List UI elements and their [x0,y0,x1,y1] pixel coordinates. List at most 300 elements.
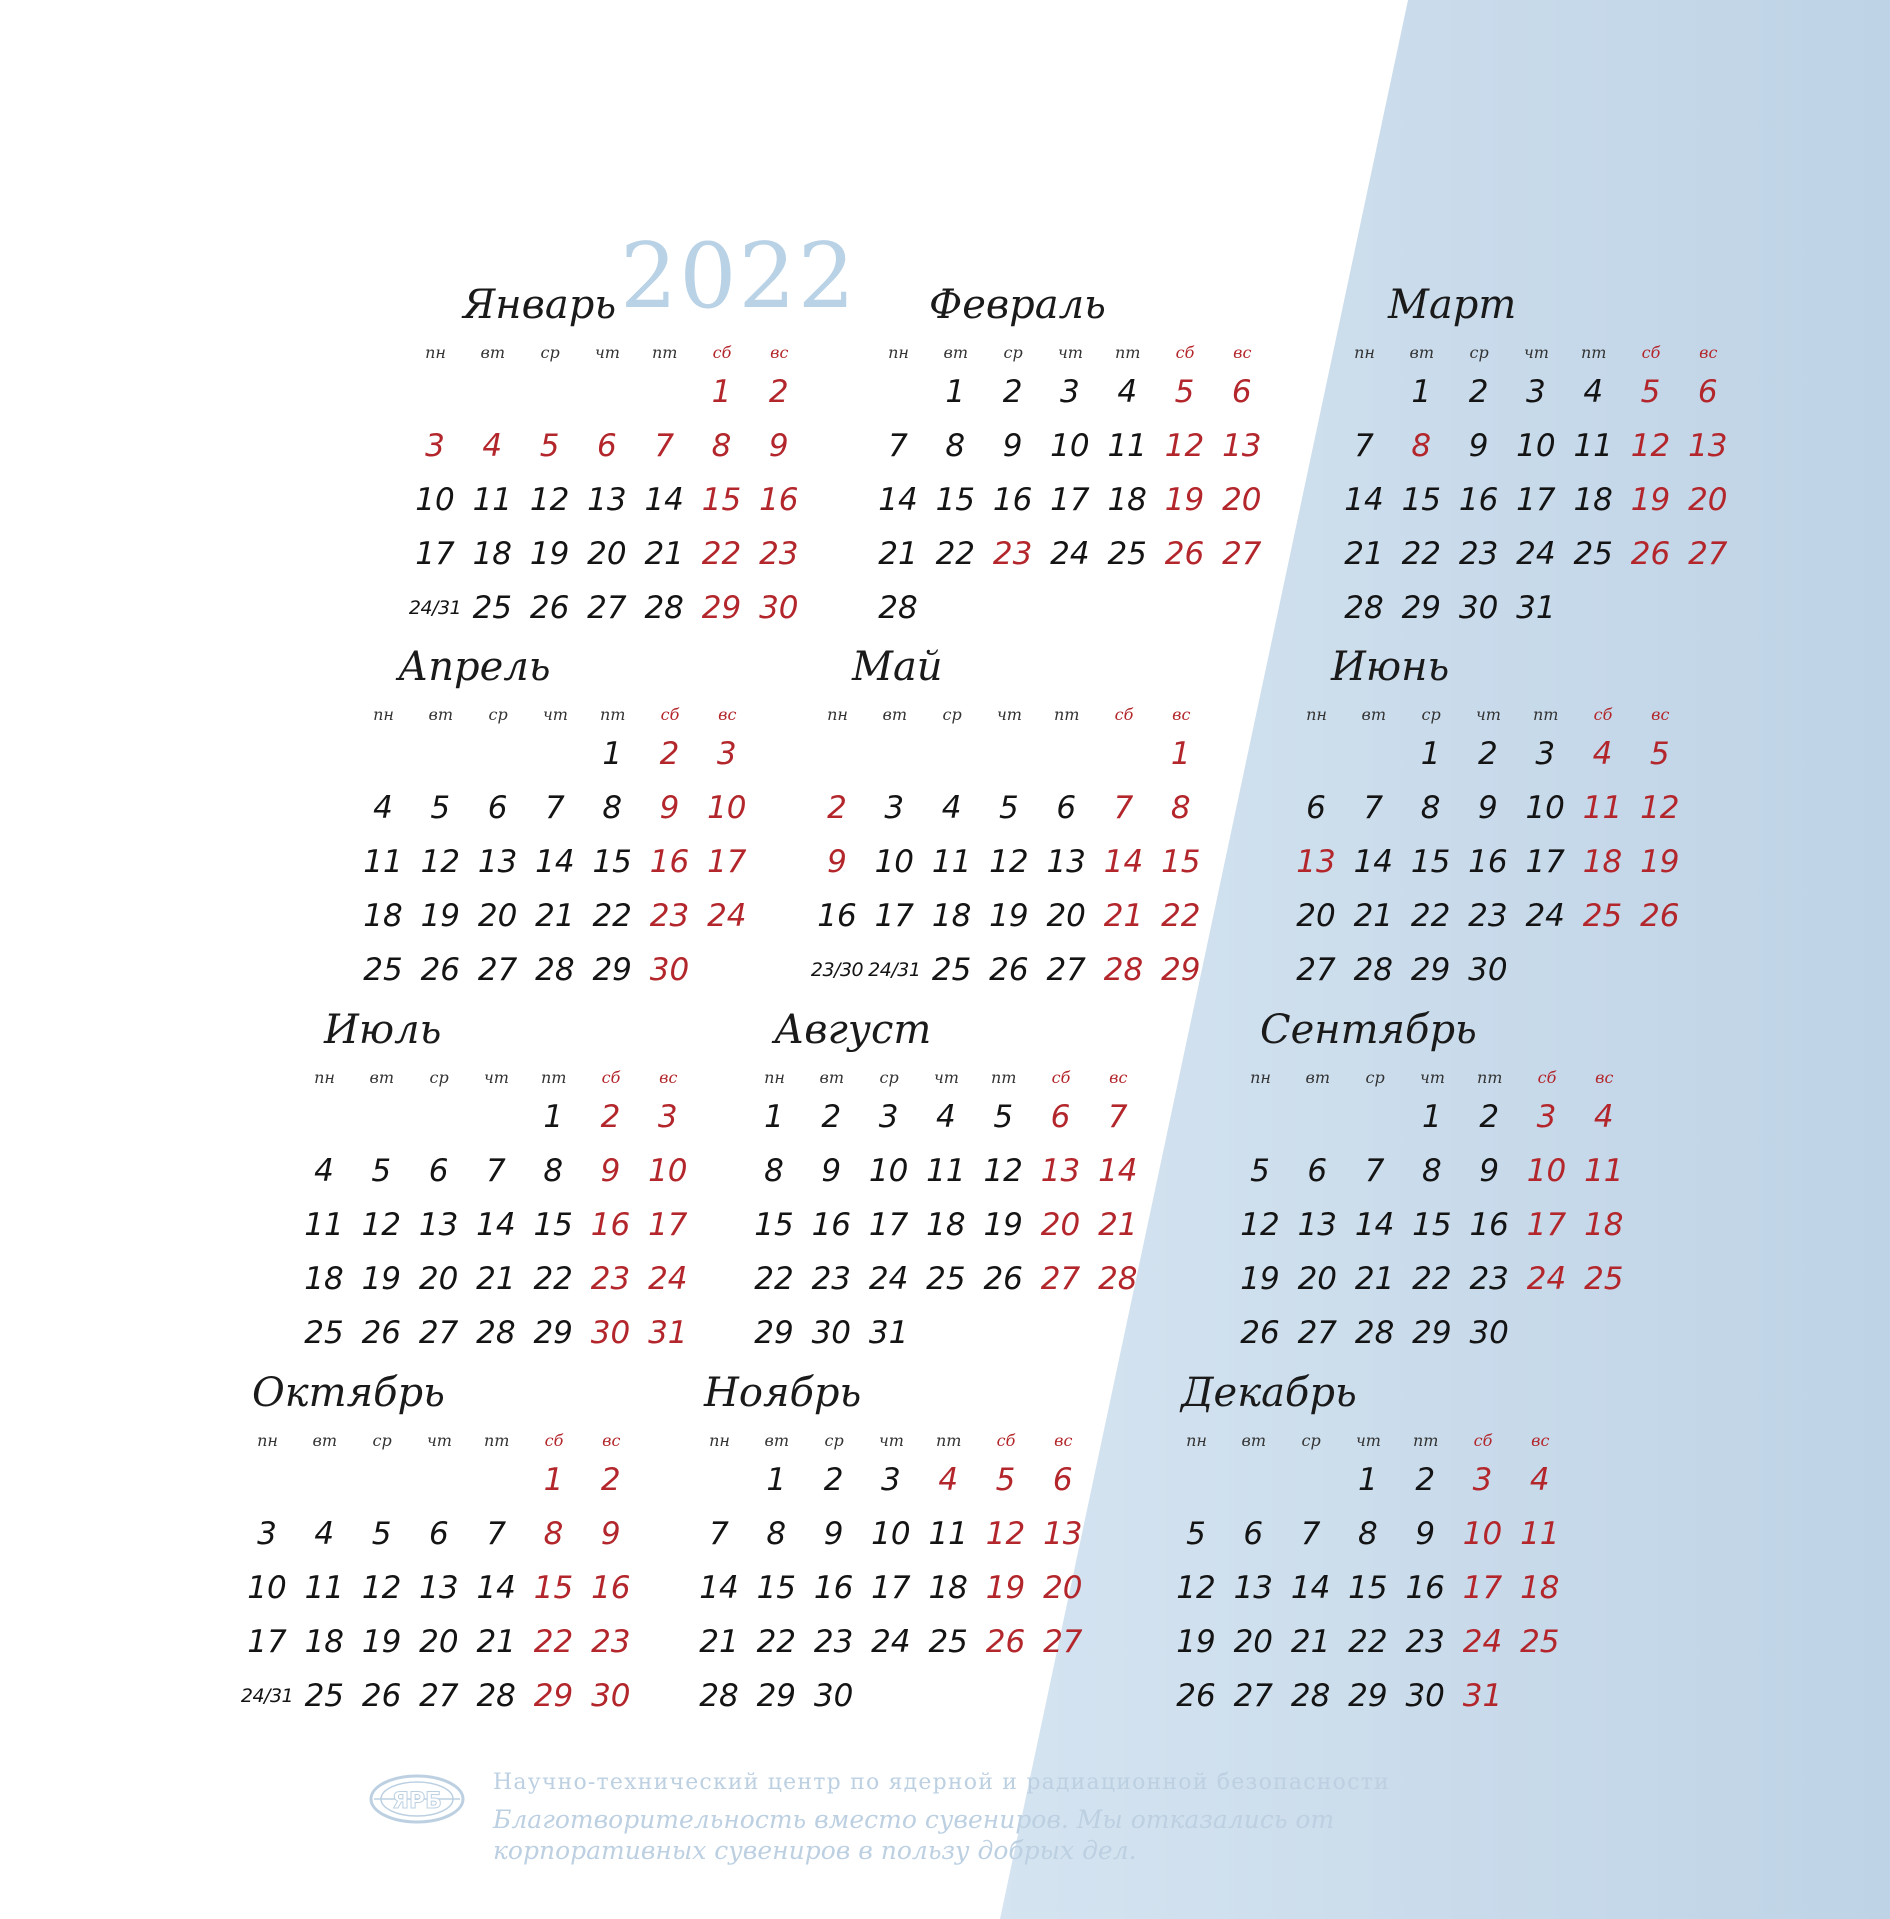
day-cell: 1 [1411,374,1432,410]
day-cell: 19 [1630,482,1671,518]
day-cell: 23 [811,1261,852,1297]
day-cell: 21 [535,898,575,934]
weekday-label: ср [824,1431,844,1450]
day-cell: 7 [1107,1099,1128,1135]
day-cell: 6 [1697,374,1718,410]
day-cell: 6 [428,1153,449,1189]
day-cell: 24 [707,898,747,934]
year-title: 2022 [620,224,858,329]
day-cell: 1 [1422,1099,1442,1135]
day-cell: 11 [1520,1516,1560,1552]
day-cell: 1 [1358,1462,1378,1498]
day-cell: 21 [878,536,918,572]
day-cell: 9 [1002,428,1023,464]
day-cell: 15 [1401,482,1442,518]
day-cell: 24 [868,1261,909,1297]
weekday-label: ср [942,705,962,724]
day-cell: 10 [707,790,747,826]
day-cell: 19 [361,1261,402,1297]
day-cell: 23 [813,1624,854,1660]
day-cell: 16 [813,1570,854,1606]
day-cell: 20 [419,1624,459,1660]
weekday-label: ср [1301,1431,1321,1450]
day-cell: 19 [1640,844,1680,880]
day-cell: 2 [768,374,789,410]
day-cell: 28 [1354,1315,1395,1351]
day-cell: 12 [1630,428,1671,464]
weekday-label: сб [712,343,732,362]
day-cell: 25 [928,1624,968,1660]
day-cell: 8 [945,428,966,464]
day-cell: 13 [587,482,627,518]
day-cell: 4 [1592,736,1613,772]
day-cell: 24 [648,1261,688,1297]
day-cell: 21 [476,1624,516,1660]
weekday-label: вс [1054,1431,1073,1450]
weekday-label: вс [1699,343,1718,362]
day-cell: 22 [533,1624,574,1660]
day-cell: 19 [1176,1624,1216,1660]
day-cell: 2 [1479,1099,1500,1135]
weekday-label: пн [425,343,446,362]
day-cell: 3 [257,1516,277,1552]
day-cell: 12 [985,1516,1026,1552]
day-cell: 27 [1297,1315,1338,1351]
day-cell: 31 [648,1315,688,1351]
day-cell: 16 [1469,1207,1509,1243]
weekday-label: пн [257,1431,278,1450]
day-cell: 26 [361,1315,402,1351]
day-cell: 10 [874,844,915,880]
day-cell: 17 [871,1570,911,1606]
day-cell: 1 [766,1462,787,1498]
day-cell: 13 [419,1570,459,1606]
day-cell: 25 [926,1261,966,1297]
weekday-label: сб [1175,343,1195,362]
day-cell: 28 [1290,1678,1331,1714]
day-cell: 10 [871,1516,911,1552]
day-cell: 7 [1364,1153,1385,1189]
day-cell: 22 [1161,898,1201,934]
weekday-label: вт [943,343,969,362]
day-cell: 14 [644,482,684,518]
day-cell: 23 [1405,1624,1445,1660]
day-cell: 19 [1164,482,1205,518]
day-cell: 2 [1478,736,1498,772]
day-cell: 18 [1573,482,1613,518]
weekday-label: вс [1233,343,1252,362]
weekday-label: вт [819,1068,845,1087]
day-cell: 18 [304,1261,344,1297]
day-cell: 21 [476,1261,516,1297]
day-cell: 27 [1296,952,1336,988]
weekday-label: вт [428,705,454,724]
weekday-label: вт [882,705,908,724]
day-cell: 10 [1516,428,1556,464]
weekday-label: чт [1057,343,1083,362]
day-cell: 28 [1103,952,1144,988]
weekday-label: пт [1476,1068,1503,1087]
day-cell: 29 [756,1678,797,1714]
day-cell: 4 [482,428,503,464]
day-cell: 24 [1526,1261,1567,1297]
day-cell: 15 [1348,1570,1388,1606]
day-cell: 30 [1468,952,1508,988]
day-cell: 11 [1107,428,1147,464]
day-cell: 27 [418,1315,459,1351]
day-cell: 6 [1231,374,1252,410]
day-cell: 17 [415,536,455,572]
weekday-label: пн [373,705,394,724]
day-cell: 16 [817,898,857,934]
day-cell: 1 [1420,736,1441,772]
day-cell: 2 [600,1099,621,1135]
day-cell: 20 [1296,898,1336,934]
day-cell: 28 [535,952,575,988]
day-cell: 22 [756,1624,797,1660]
day-cell: 27 [1222,536,1262,572]
weekday-label: сб [1051,1068,1071,1087]
weekday-label: чт [594,343,620,362]
day-cell: 16 [1405,1570,1445,1606]
day-cell: 4 [938,1462,959,1498]
day-cell: 13 [1046,844,1086,880]
day-cell: 25 [304,1678,345,1714]
day-cell: 7 [545,790,565,826]
day-cell: 18 [928,1570,968,1606]
day-cell: 24 [1516,536,1556,572]
weekday-label: пн [314,1068,335,1087]
day-cell: 7 [486,1153,506,1189]
day-cell: 6 [1306,790,1326,826]
weekday-label: вт [1361,705,1387,724]
day-cell: 14 [1098,1153,1138,1189]
day-cell: 13 [477,844,518,880]
weekday-label: вт [764,1431,790,1450]
day-cell: 6 [597,428,617,464]
day-cell: 26 [420,952,461,988]
day-cell: 15 [1412,1207,1452,1243]
day-cell: 2 [659,736,680,772]
day-cell: 9 [768,428,789,464]
weekday-label: пн [709,1431,730,1450]
day-cell: 18 [1520,1570,1560,1606]
day-cell: 10 [648,1153,688,1189]
day-cell: 12 [1240,1207,1280,1243]
day-cell: 26 [1640,898,1680,934]
weekday-label: ср [1421,705,1441,724]
day-cell: 22 [701,536,742,572]
day-cell: 1 [543,1099,564,1135]
month-name: Март [1388,282,1517,328]
day-cell: 30 [811,1315,852,1351]
weekday-label: ср [1365,1068,1385,1087]
weekday-label: пт [1114,343,1141,362]
day-cell: 23 [649,898,690,934]
weekday-label: ср [429,1068,449,1087]
day-cell: 15 [1161,844,1201,880]
day-cell: 5 [371,1516,392,1552]
day-cell: 26 [1630,536,1671,572]
day-cell: 19 [989,898,1029,934]
day-cell: 10 [868,1153,909,1189]
day-cell: 12 [1164,428,1205,464]
day-cell: 19 [1240,1261,1280,1297]
day-cell: 6 [1056,790,1077,826]
day-cell: 17 [1526,1207,1567,1243]
day-cell: 29 [754,1315,794,1351]
day-cell: 12 [989,844,1029,880]
day-cell: 29 [592,952,632,988]
weekday-label: ср [540,343,560,362]
day-cell: 16 [1458,482,1499,518]
day-cell: 2 [1002,374,1023,410]
day-cell: 1 [602,736,623,772]
day-cell: 22 [1412,1261,1452,1297]
day-cell: 15 [701,482,742,518]
weekday-label: чт [878,1431,904,1450]
weekday-label: сб [1473,1431,1493,1450]
day-cell: 25 [472,590,513,626]
day-cell: 5 [993,1099,1014,1135]
weekday-label: пн [1186,1431,1207,1450]
day-cell: 14 [1103,844,1144,880]
day-cell: 4 [1117,374,1138,410]
day-cell: 6 [487,790,508,826]
weekday-label: сб [996,1431,1016,1450]
weekday-label: ср [488,705,508,724]
weekday-label: вт [1409,343,1435,362]
day-cell: 10 [415,482,455,518]
weekday-label: пн [888,343,909,362]
day-cell: 24/31 [408,597,462,619]
day-cell: 9 [659,790,680,826]
day-cell: 29 [1412,1315,1452,1351]
day-cell: 27 [1233,1678,1274,1714]
day-cell: 25 [1584,1261,1624,1297]
weekday-label: вс [1109,1068,1128,1087]
day-cell: 19 [420,898,461,934]
weekday-label: вс [1172,705,1191,724]
day-cell: 4 [314,1153,334,1189]
day-cell: 7 [709,1516,729,1552]
day-cell: 14 [878,482,918,518]
day-cell: 13 [1040,1153,1081,1189]
weekday-label: чт [933,1068,959,1087]
day-cell: 26 [361,1678,402,1714]
day-cell: 5 [1640,374,1661,410]
day-cell: 9 [827,844,847,880]
day-cell: 1 [711,374,732,410]
day-cell: 7 [654,428,675,464]
month-name: Сентябрь [1260,1007,1477,1053]
day-cell: 8 [1411,428,1432,464]
weekday-label: вт [480,343,506,362]
day-cell: 2 [827,790,847,826]
weekday-label: вс [1595,1068,1614,1087]
day-cell: 9 [1479,1153,1500,1189]
day-cell: 15 [935,482,976,518]
day-cell: 15 [754,1207,794,1243]
day-cell: 14 [1353,844,1394,880]
day-cell: 9 [1415,1516,1436,1552]
weekday-label: чт [1355,1431,1381,1450]
weekday-label: сб [1537,1068,1557,1087]
day-cell: 30 [1458,590,1499,626]
weekday-label: вс [602,1431,621,1450]
weekday-label: пт [483,1431,510,1450]
day-cell: 5 [995,1462,1016,1498]
day-cell: 11 [1584,1153,1624,1189]
day-cell: 14 [1290,1570,1331,1606]
day-cell: 5 [430,790,451,826]
day-cell: 5 [999,790,1019,826]
day-cell: 20 [477,898,518,934]
day-cell: 21 [644,536,684,572]
weekday-label: пт [935,1431,962,1450]
day-cell: 13 [1043,1516,1083,1552]
day-cell: 12 [361,1207,402,1243]
day-cell: 30 [759,590,799,626]
day-cell: 12 [1176,1570,1216,1606]
day-cell: 19 [529,536,570,572]
day-cell: 8 [543,1516,564,1552]
day-cell: 26 [989,952,1029,988]
day-cell: 13 [1222,428,1262,464]
day-cell: 16 [811,1207,852,1243]
day-cell: 17 [1525,844,1565,880]
day-cell: 9 [823,1516,844,1552]
day-cell: 27 [1043,1624,1083,1660]
day-cell: 20 [1688,482,1728,518]
day-cell: 10 [1526,1153,1567,1189]
day-cell: 13 [1297,1207,1338,1243]
day-cell: 30 [649,952,690,988]
weekday-label: чт [426,1431,452,1450]
day-cell: 19 [985,1570,1026,1606]
day-cell: 3 [716,736,737,772]
weekday-label: пн [1250,1068,1271,1087]
day-cell: 3 [884,790,905,826]
day-cell: 30 [591,1678,631,1714]
day-cell: 2 [600,1462,621,1498]
day-cell: 8 [1358,1516,1378,1552]
day-cell: 3 [1536,1099,1557,1135]
day-cell: 17 [648,1207,688,1243]
day-cell: 6 [1050,1099,1071,1135]
day-cell: 3 [425,428,445,464]
weekday-label: вс [659,1068,678,1087]
day-cell: 15 [533,1207,573,1243]
day-cell: 8 [1420,790,1441,826]
day-cell: 4 [373,790,393,826]
day-cell: 30 [1405,1678,1445,1714]
day-cell: 1 [543,1462,564,1498]
weekday-label: чт [1419,1068,1445,1087]
day-cell: 17 [1462,1570,1503,1606]
day-cell: 26 [985,1624,1026,1660]
day-cell: 15 [756,1570,797,1606]
day-cell: 11 [931,844,972,880]
day-cell: 1 [1170,736,1191,772]
day-cell: 15 [592,844,632,880]
day-cell: 10 [1050,428,1090,464]
day-cell: 25 [1520,1624,1560,1660]
day-cell: 27 [1046,952,1086,988]
day-cell: 20 [1233,1624,1274,1660]
day-cell: 14 [476,1207,516,1243]
day-cell: 13 [1296,844,1336,880]
day-cell: 10 [247,1570,287,1606]
day-cell: 24 [1462,1624,1503,1660]
weekday-label: вс [1531,1431,1550,1450]
day-cell: 5 [1174,374,1195,410]
weekday-label: ср [372,1431,392,1450]
weekday-label: сб [1114,705,1134,724]
day-cell: 8 [602,790,623,826]
day-cell: 8 [764,1153,784,1189]
weekday-label: чт [1523,343,1549,362]
day-cell: 8 [1170,790,1191,826]
day-cell: 14 [476,1570,516,1606]
day-cell: 4 [1593,1099,1614,1135]
day-cell: 20 [587,536,627,572]
day-cell: 29 [533,1678,574,1714]
day-cell: 26 [983,1261,1023,1297]
day-cell: 10 [1462,1516,1503,1552]
day-cell: 5 [1649,736,1670,772]
day-cell: 7 [1300,1516,1321,1552]
month-name: Август [774,1007,932,1053]
weekday-label: ср [1469,343,1489,362]
day-cell: 17 [707,844,747,880]
day-cell: 20 [418,1261,459,1297]
weekday-label: пт [1412,1431,1439,1450]
day-cell: 2 [823,1462,844,1498]
day-cell: 21 [1344,536,1384,572]
day-cell: 23 [1458,536,1499,572]
day-cell: 23 [590,1261,631,1297]
day-cell: 18 [1584,1207,1624,1243]
day-cell: 28 [1344,590,1384,626]
day-cell: 14 [699,1570,739,1606]
day-cell: 8 [711,428,732,464]
weekday-label: чт [483,1068,509,1087]
day-cell: 19 [361,1624,402,1660]
day-cell: 20 [1046,898,1086,934]
weekday-label: вт [369,1068,395,1087]
day-cell: 4 [1583,374,1604,410]
weekday-label: вт [1305,1068,1331,1087]
day-cell: 28 [878,590,918,626]
weekday-label: вт [312,1431,338,1450]
weekday-label: сб [601,1068,621,1087]
day-cell: 27 [1688,536,1728,572]
month-name: Май [852,644,943,690]
weekday-label: пн [764,1068,785,1087]
day-cell: 24/31 [868,959,921,981]
day-cell: 22 [1410,898,1451,934]
month-name: Июль [324,1007,442,1053]
day-cell: 11 [1582,790,1623,826]
day-cell: 5 [1186,1516,1206,1552]
day-cell: 3 [657,1099,678,1135]
day-cell: 8 [1422,1153,1442,1189]
day-cell: 30 [1469,1315,1509,1351]
day-cell: 25 [363,952,403,988]
day-cell: 14 [1354,1207,1395,1243]
month-name: Январь [463,282,617,328]
